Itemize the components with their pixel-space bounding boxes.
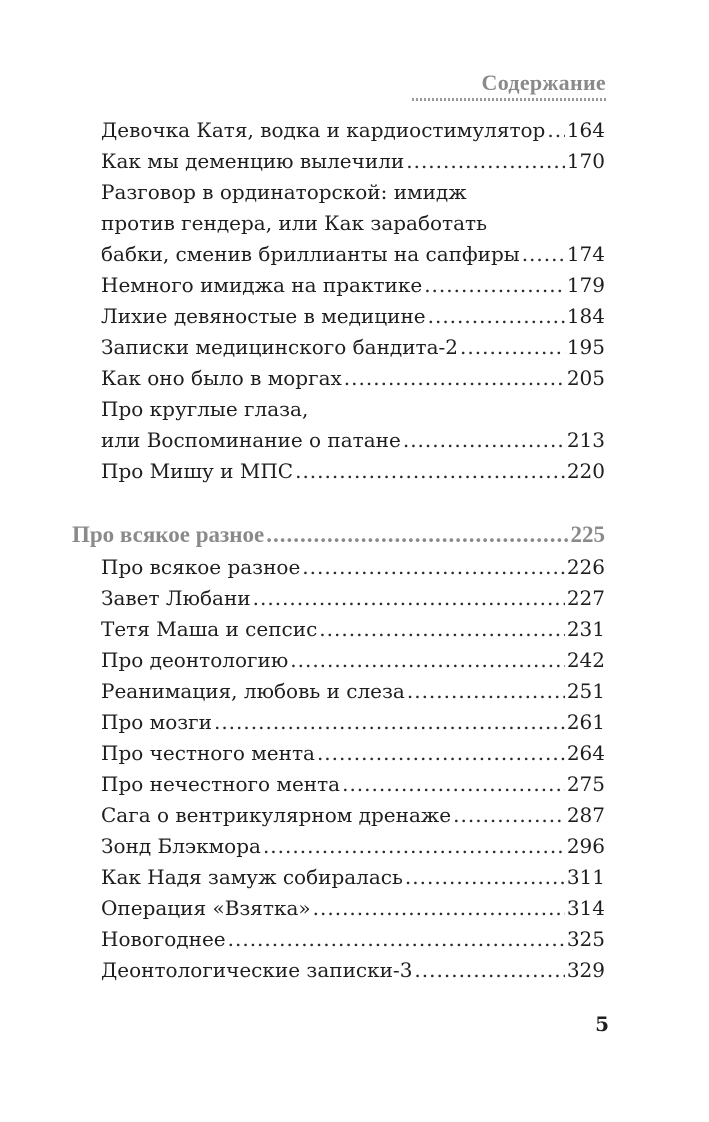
toc-entry-title: Про деонтологию (101, 648, 289, 672)
running-head: Содержание (481, 70, 606, 95)
toc-entry-title: Лихие девяностые в медицине (101, 304, 426, 328)
toc-dot-leader (342, 769, 565, 800)
toc-dot-leader (228, 924, 565, 955)
toc-entry-continued (101, 394, 605, 425)
toc-entry-title: Про круглые глаза, (101, 397, 309, 421)
toc-entry-page: 227 (566, 586, 605, 610)
toc-dot-leader (453, 800, 565, 831)
toc-entry (101, 893, 605, 924)
toc-entry-page: 213 (566, 428, 605, 452)
toc-entry (101, 552, 605, 583)
toc-dot-leader (460, 332, 565, 363)
toc-entry-page: 296 (566, 834, 605, 858)
toc-entry-title: Операция «Взятка» (101, 896, 311, 920)
toc-entry-title: Как Надя замуж собиралась (101, 865, 403, 889)
toc-entry-page: 226 (566, 555, 605, 579)
toc-entry-title: Про Мишу и МПС (101, 459, 294, 483)
toc-entry-title: Сага о вентрикулярном дренаже (101, 803, 452, 827)
toc-entry (101, 270, 605, 301)
toc-entry-title: Девочка Катя, водка и кардиостимулятор (101, 118, 546, 142)
toc-entry-title: Завет Любани (101, 586, 251, 610)
toc-entry (101, 456, 605, 487)
toc-entry-title: Про честного мента (101, 741, 315, 765)
toc-entry (101, 738, 605, 769)
toc-entry (101, 332, 605, 363)
toc-dot-leader (405, 862, 565, 893)
toc-entry-page: 179 (566, 273, 605, 297)
toc-dot-leader (266, 518, 568, 552)
toc-dot-leader (414, 955, 564, 986)
toc-entry (101, 363, 605, 394)
toc-section-heading (72, 518, 605, 552)
toc-entry-page: 261 (566, 710, 605, 734)
toc-entry (101, 707, 605, 738)
toc-entry-title: Записки медицинского бандита-2 (101, 335, 459, 359)
toc-entry (101, 831, 605, 862)
toc-dot-leader (313, 893, 565, 924)
toc-entry-title: Немного имиджа на практике (101, 273, 423, 297)
toc-entry (101, 955, 605, 986)
toc-entry (101, 676, 605, 707)
toc-entry-page: 184 (566, 304, 605, 328)
toc-entry-title: Про мозги (101, 710, 212, 734)
toc-entry (101, 146, 605, 177)
toc-entry (101, 862, 605, 893)
toc-entry (101, 115, 605, 146)
toc-dot-leader (317, 738, 565, 769)
toc-entry-title: Про нечестного мента (101, 772, 341, 796)
toc-entry-title: Тетя Маша и сепсис (101, 617, 318, 641)
toc-entry-page: 329 (566, 958, 605, 982)
toc-entry-title: против гендера, или Как заработать (101, 211, 487, 235)
toc-entry-page: 264 (566, 741, 605, 765)
toc-dot-leader (263, 831, 565, 862)
toc-entry-title: Про всякое разное (101, 555, 301, 579)
toc-entry (101, 614, 605, 645)
toc-entry-page: 231 (566, 617, 605, 641)
toc-entry-title: Деонтологические записки-3 (101, 958, 413, 982)
toc-entry-title: бабки, сменив бриллианты на сапфиры (101, 242, 520, 266)
toc-section-page: 225 (570, 522, 605, 547)
toc-dot-leader (290, 645, 565, 676)
toc-entry (101, 769, 605, 800)
toc-entry-page: 311 (566, 865, 605, 889)
toc-entry-page: 170 (566, 149, 605, 173)
toc-entry-page: 314 (566, 896, 605, 920)
toc-dot-leader (428, 301, 565, 332)
toc-dot-leader (319, 614, 565, 645)
toc-entry-title: Новогоднее (101, 927, 226, 951)
toc-entry (101, 800, 605, 831)
toc-entry-title: Разговор в ординаторской: имидж (101, 180, 467, 204)
toc-entry (101, 924, 605, 955)
toc-dot-leader (344, 363, 565, 394)
toc-dot-leader (253, 583, 565, 614)
toc-dot-leader (424, 270, 565, 301)
toc-entry-title: Зонд Блэкмора (101, 834, 261, 858)
toc-entry-page: 195 (566, 335, 605, 359)
toc-dot-leader (522, 239, 565, 270)
toc-dot-leader (214, 707, 565, 738)
toc-entry (101, 239, 605, 270)
toc-entry-page: 275 (566, 772, 605, 796)
toc-dot-leader (302, 552, 565, 583)
toc-entry-page: 251 (566, 679, 605, 703)
toc-entry-title: Как мы деменцию вылечили (101, 149, 405, 173)
toc-entry-page: 205 (566, 366, 605, 390)
toc-entry (101, 425, 605, 456)
toc-entry-title: Реанимация, любовь и слеза (101, 679, 405, 703)
toc-entry-page: 164 (566, 118, 605, 142)
toc-entry-title: или Воспоминание о патане (101, 428, 401, 452)
toc-entry-continued (101, 177, 605, 208)
toc-entry (101, 583, 605, 614)
toc-entry-continued (101, 208, 605, 239)
toc-entry (101, 301, 605, 332)
toc-entry-page: 242 (566, 648, 605, 672)
running-head-rule (412, 98, 606, 101)
toc-entry-title: Как оно было в моргах (101, 366, 342, 390)
toc-entry-page: 325 (566, 927, 605, 951)
toc-dot-leader (547, 115, 564, 146)
toc-dot-leader (295, 456, 565, 487)
toc-entry-page: 174 (566, 242, 605, 266)
page-number: 5 (595, 1012, 609, 1036)
toc-entry-page: 287 (566, 803, 605, 827)
toc-entry-page: 220 (566, 459, 605, 483)
toc-entry (101, 645, 605, 676)
toc-dot-leader (403, 425, 565, 456)
toc-dot-leader (407, 676, 565, 707)
toc-section-title: Про всякое разное (72, 522, 265, 547)
toc-dot-leader (406, 146, 565, 177)
